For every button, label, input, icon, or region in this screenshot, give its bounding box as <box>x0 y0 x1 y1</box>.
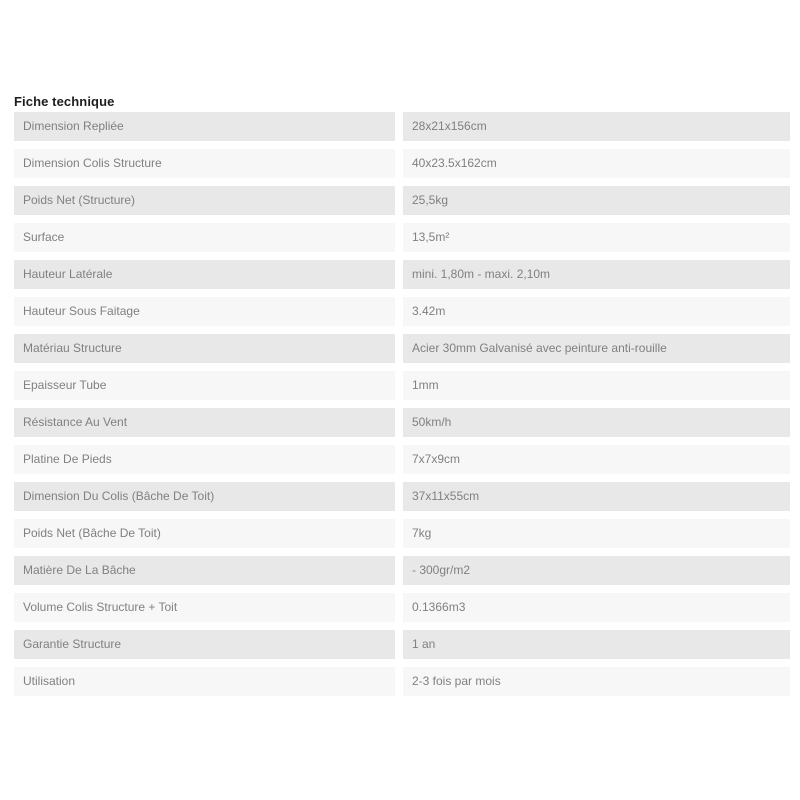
spec-row <box>14 556 790 585</box>
spec-row <box>14 334 790 363</box>
spec-row <box>14 260 790 289</box>
spec-value-cell: 50km/h <box>403 408 790 437</box>
spec-value-cell: Acier 30mm Galvanisé avec peinture anti-rouille <box>403 334 790 363</box>
spec-value-cell: 25,5kg <box>403 186 790 215</box>
spec-label-cell: Matériau Structure <box>14 334 395 363</box>
spec-label-cell: Garantie Structure <box>14 630 395 659</box>
spec-label-cell: Surface <box>14 223 395 252</box>
spec-label-cell: Platine De Pieds <box>14 445 395 474</box>
spec-label-cell: Hauteur Sous Faitage <box>14 297 395 326</box>
spec-value-cell: 1 an <box>403 630 790 659</box>
spec-row <box>14 593 790 622</box>
spec-label-cell: Utilisation <box>14 667 395 696</box>
spec-row <box>14 445 790 474</box>
spec-value-cell: 7kg <box>403 519 790 548</box>
spec-value-cell: 3.42m <box>403 297 790 326</box>
spec-label-cell: Matière De La Bâche <box>14 556 395 585</box>
spec-row <box>14 482 790 511</box>
spec-table <box>14 112 790 696</box>
spec-row <box>14 408 790 437</box>
spec-value-cell: 40x23.5x162cm <box>403 149 790 178</box>
spec-row <box>14 630 790 659</box>
spec-value-cell: 7x7x9cm <box>403 445 790 474</box>
spec-value-cell: - 300gr/m2 <box>403 556 790 585</box>
spec-value-cell: mini. 1,80m - maxi. 2,10m <box>403 260 790 289</box>
spec-value-cell: 1mm <box>403 371 790 400</box>
spec-label-cell: Poids Net (Structure) <box>14 186 395 215</box>
spec-value-cell: 28x21x156cm <box>403 112 790 141</box>
spec-label-cell: Dimension Du Colis (Bâche De Toit) <box>14 482 395 511</box>
spec-value-cell: 37x11x55cm <box>403 482 790 511</box>
spec-row <box>14 519 790 548</box>
spec-label-cell: Volume Colis Structure + Toit <box>14 593 395 622</box>
spec-value-cell: 0.1366m3 <box>403 593 790 622</box>
spec-row <box>14 223 790 252</box>
spec-row <box>14 186 790 215</box>
spec-label-cell: Hauteur Latérale <box>14 260 395 289</box>
spec-row <box>14 112 790 141</box>
spec-row <box>14 371 790 400</box>
spec-row <box>14 667 790 696</box>
spec-label-cell: Résistance Au Vent <box>14 408 395 437</box>
spec-label-cell: Dimension Colis Structure <box>14 149 395 178</box>
spec-value-cell: 2-3 fois par mois <box>403 667 790 696</box>
spec-value-cell: 13,5m² <box>403 223 790 252</box>
spec-row <box>14 297 790 326</box>
spec-section-title: Fiche technique <box>14 94 115 109</box>
spec-row <box>14 149 790 178</box>
spec-label-cell: Epaisseur Tube <box>14 371 395 400</box>
spec-label-cell: Poids Net (Bâche De Toit) <box>14 519 395 548</box>
spec-label-cell: Dimension Repliée <box>14 112 395 141</box>
